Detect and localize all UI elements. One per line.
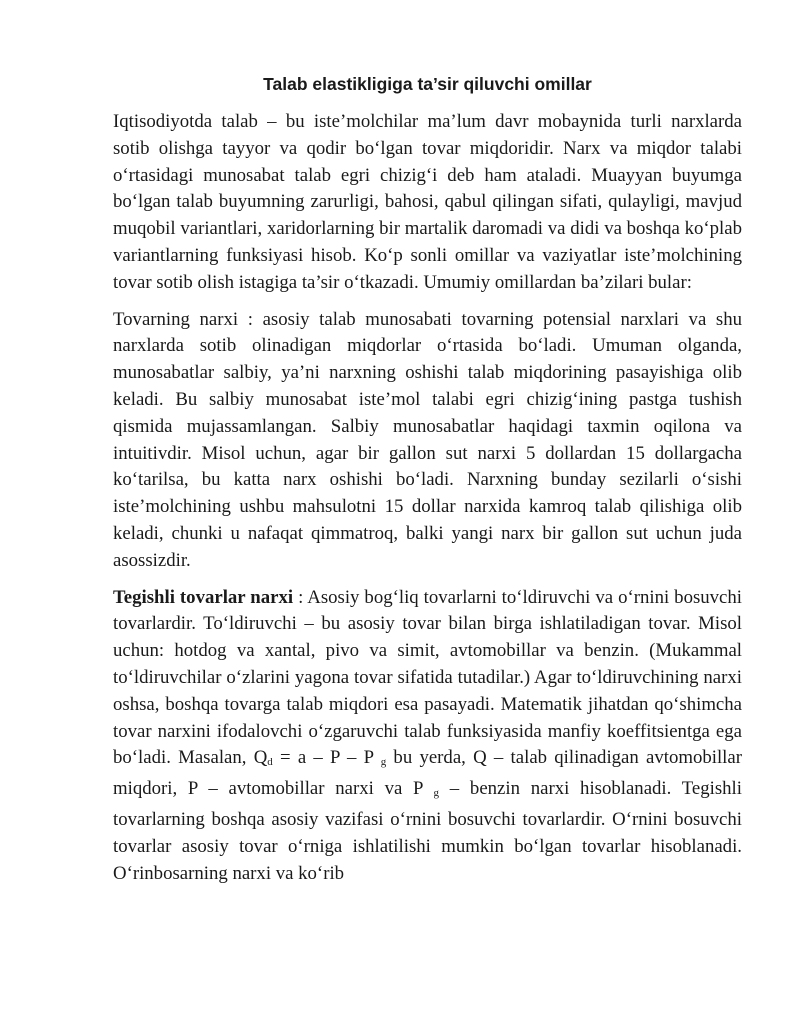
related-goods-text-b: = a – P – P: [272, 747, 381, 769]
related-goods-text-a: : Asosiy bog‘liq tovarlarni to‘ldiruvchi va o‘rnini bosuvchi tovarlardir. To‘ldiruvchi – bu asosiy tovar bilan birga ishlatiladigan tovar. Misol uchun: hotdog va xantal, pivo va simit, avtomobillar va benzin. (Mukammal to‘ldiruvchilar o‘zlarini yagona tovar sifatida tutadilar.) Agar to‘ldiruvchining narxi oshsa, boshqa tovarga talab miqdori esa pasayadi. Matematik jihatdan qo‘shimcha tovar narxini ifodalovchi o‘zgaruvchi talab funksiyasida manfiy koeffitsientga ega bo‘ladi. Masalan, Q: [113, 586, 742, 769]
related-goods-heading: Tegishli tovarlar narxi: [113, 586, 294, 608]
related-goods-text-c: bu yerda, Q – talab qilinadigan avtomobillar miqdori, P – avtomobillar narxi va P: [113, 747, 742, 800]
related-goods-text-d: – benzin narxi hisoblanadi. Tegishli tovarlarning boshqa asosiy vazifasi o‘rnini bosuvchi tovarlardir. O‘rnini bosuvchi tovarlar asosiy tovar o‘rniga ishlatilishi mumkin bo‘lgan tovarlar hisoblanadi. O‘rinbosarning narxi va ko‘rib: [113, 778, 742, 884]
subscript-g-2: g: [433, 787, 440, 800]
paragraph-price-of-good: Tovarning narxi : asosiy talab munosabati tovarning potensial narxlari va shu narxlarda sotib olinadigan miqdorlar o‘rtasida bo‘ladi. Umuman olganda, munosabatlar salbiy, ya’ni narxning oshishi talab miqdorining pasayishiga olib keladi. Bu salbiy munosabat iste’mol talabi egri chizig‘ining pastga tushish qismida mujassamlangan. Salbiy munosabatlar haqidagi taxmin oqilona va intuitivdir. Misol uchun, agar bir gallon sut narxi 5 dollardan 15 dollargacha ko‘tarilsa, bu katta narx oshishi bo‘ladi. Narxning bunday sezilarli o‘sishi iste’molchining ushbu mahsulotni 15 dollar narxida kamroq talab qilishiga olib keladi, chunki u nafaqat qimmatroq, balki yangi narx bir gallon sut uchun juda asossizdir.: [113, 308, 742, 571]
subscript-d: d: [267, 756, 273, 769]
document-title: Talab elastikligiga ta’sir qiluvchi omillar: [263, 74, 592, 94]
paragraph-related-goods: [113, 585, 742, 888]
subscript-g-1: g: [380, 756, 387, 769]
paragraph-intro: Iqtisodiyotda talab – bu iste’molchilar ma’lum davr mobaynida turli narxlarda sotib olishga tayyor va qodir bo‘lgan tovar miqdoridir. Narx va miqdor talabi o‘rtasidagi munosabat talab egri chizig‘i deb ham ataladi. Muayyan buyumga bo‘lgan talab buyumning zarurligi, bahosi, qabul qilingan sifati, qulayligi, mavjud muqobil variantlari, xaridorlarning bir martalik daromadi va didi va boshqa ko‘plab variantlarning funksiyasi hisob. Ko‘p sonli omillar va vaziyatlar iste’molchining tovar sotib olish istagiga ta’sir o‘tkazadi. Umumiy omillardan ba’zilari bular:: [113, 111, 742, 293]
